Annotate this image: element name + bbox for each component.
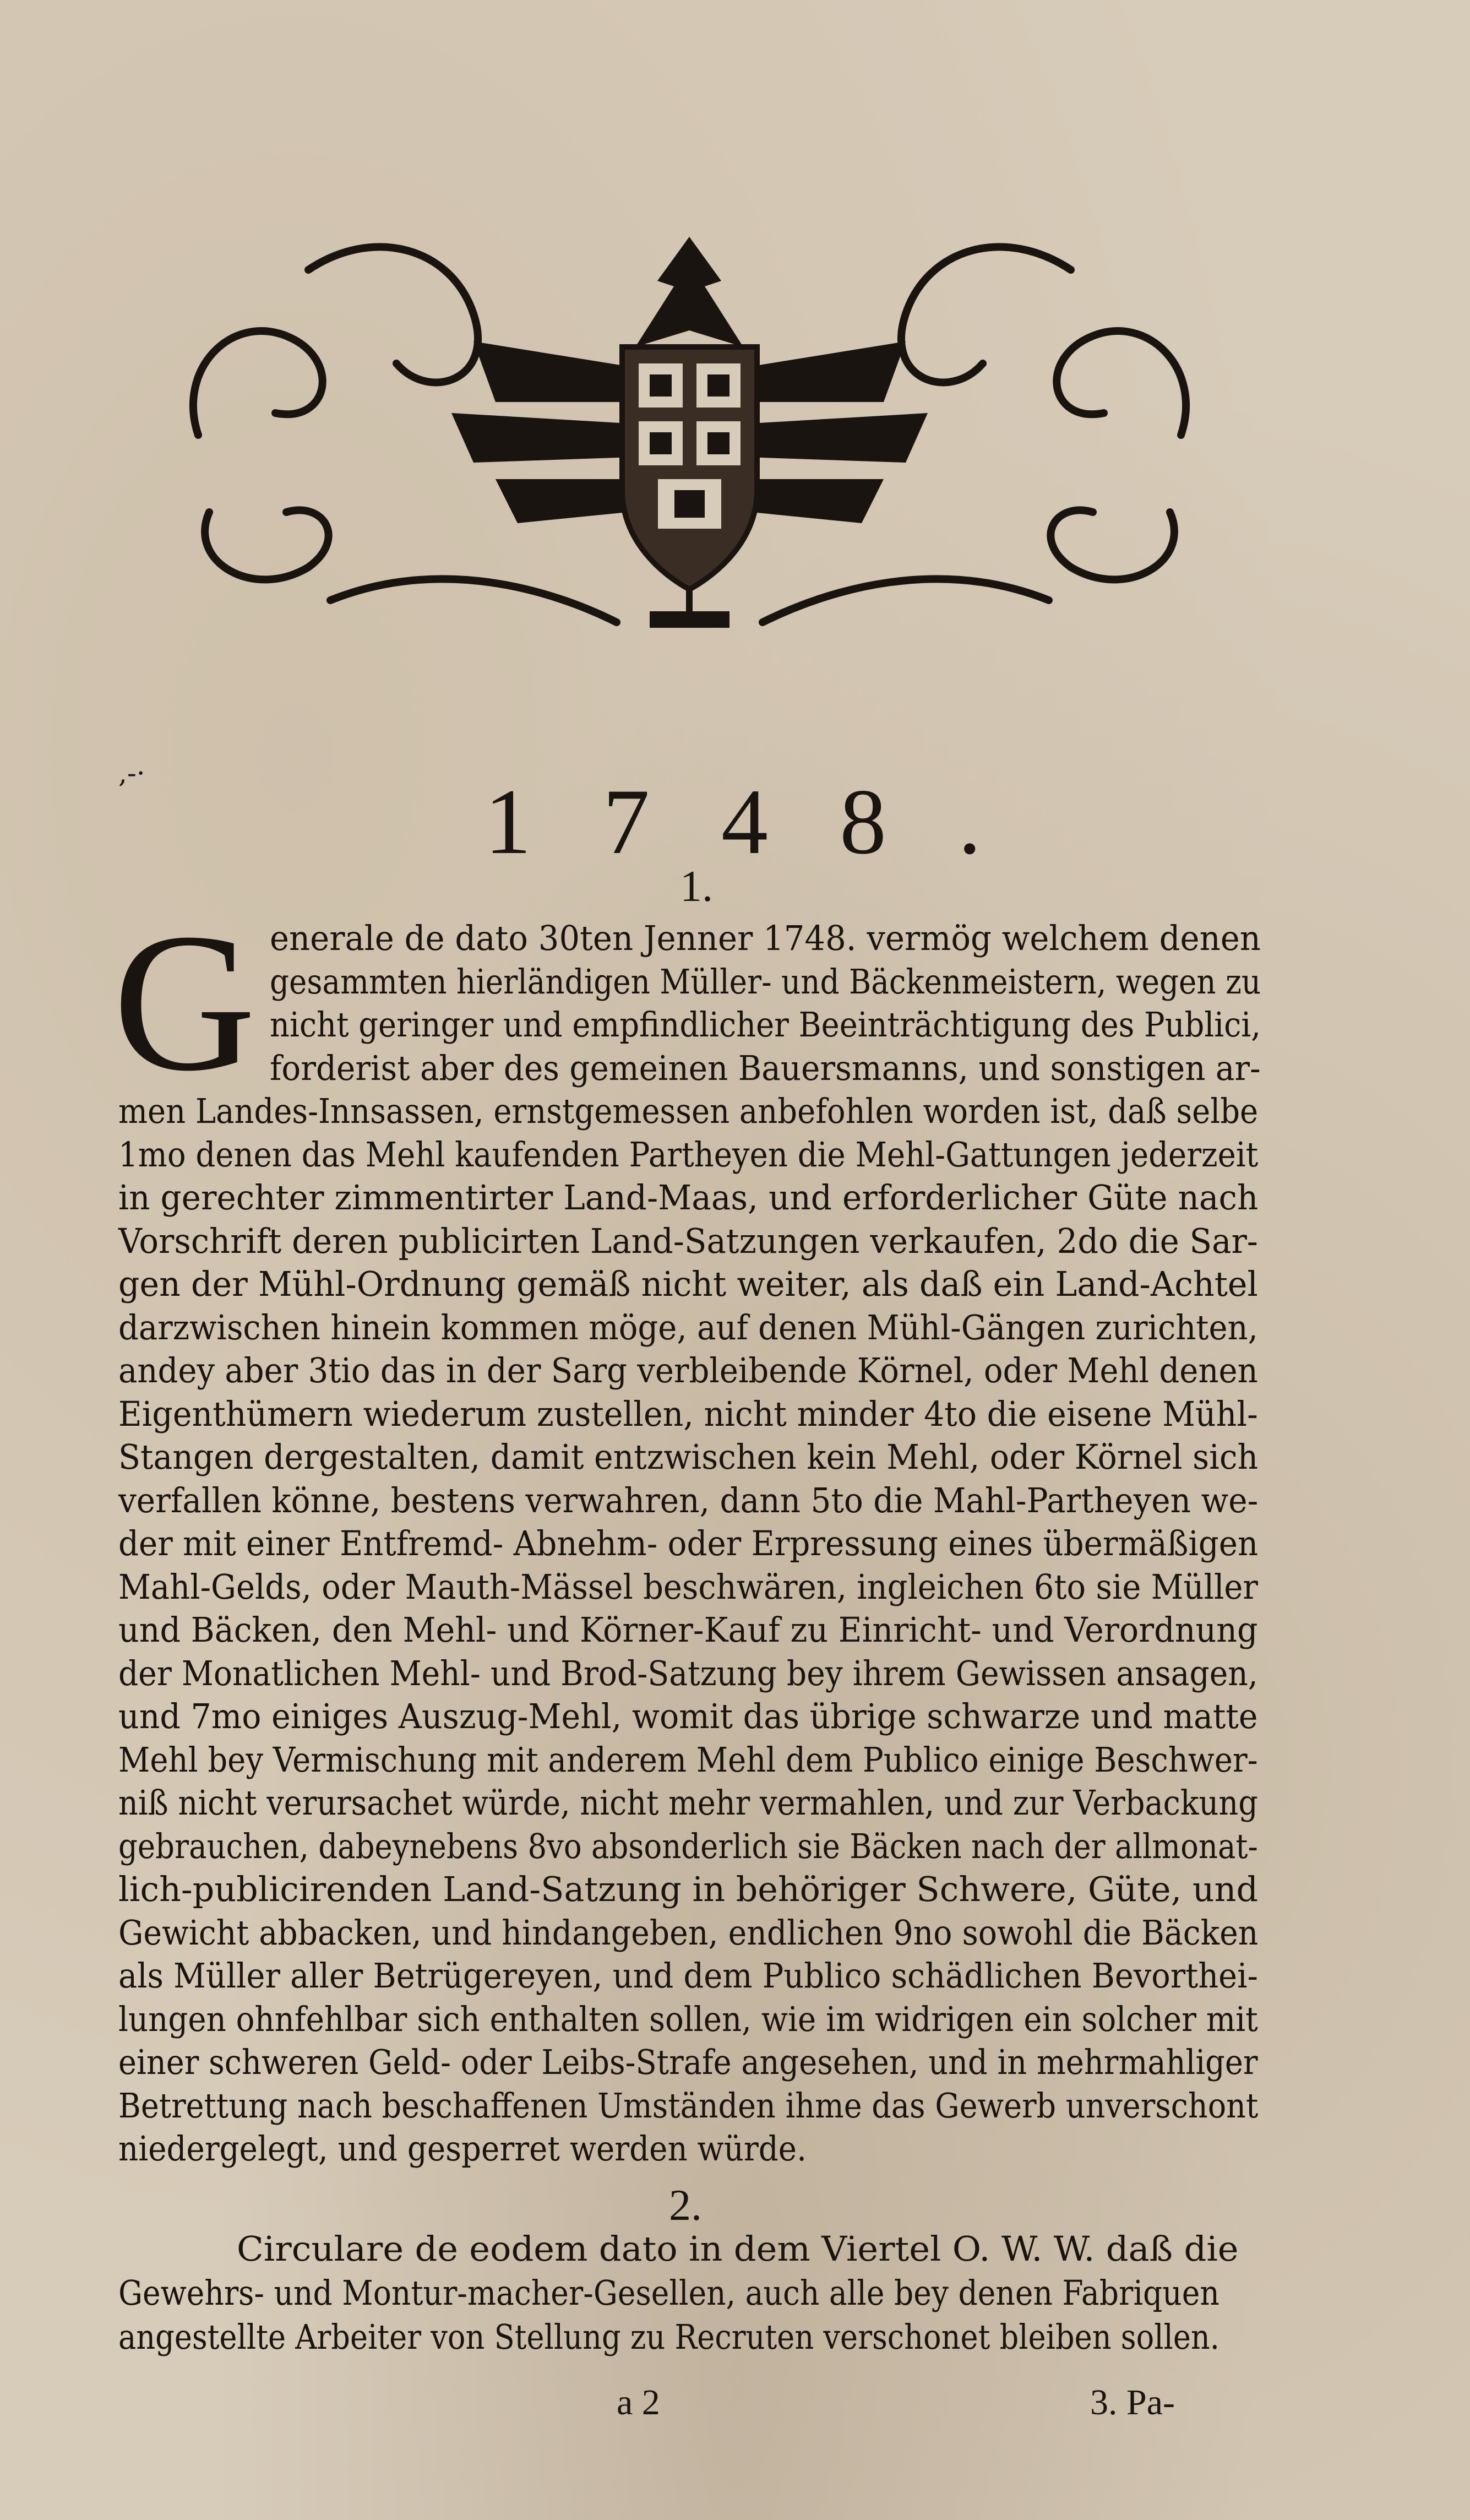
text-line: gebrauchen, dabeynebens 8vo absonderlich sie Bäcken nach der allmonat- xyxy=(118,1826,1258,1866)
text-line: niß nicht verursachet würde, nicht mehr vermahlen, und zur Verbackung xyxy=(118,1783,1258,1823)
text-line: lungen ohnfehlbar sich enthalten sollen, wie im widrigen ein solcher mit xyxy=(118,1998,1258,2039)
year-heading: 1748. xyxy=(484,770,1053,873)
catchword: 3. Pa- xyxy=(1090,2382,1175,2423)
text-line: und Bäcken, den Mehl- und Körner-Kauf zu Einricht- und Verordnung xyxy=(118,1610,1258,1650)
text-line: men Landes-Innsassen, ernstgemessen anbefohlen worden ist, daß selbe xyxy=(118,1091,1259,1131)
text-line: in gerechter zimmentirter Land-Maas, und erforderlicher Güte nach xyxy=(118,1177,1259,1218)
text-line: enerale de dato 30ten Jenner 1748. vermög welchem denen xyxy=(270,918,1261,958)
text-line: Mahl-Gelds, oder Mauth-Mässel beschwären, ingleichen 6to sie Müller xyxy=(118,1566,1258,1607)
text-line: gesammten hierländigen Müller- und Bäckenmeistern, wegen zu xyxy=(270,961,1261,1002)
text-line: 1mo denen das Mehl kaufenden Partheyen die Mehl-Gattungen jederzeit xyxy=(118,1134,1259,1175)
text-line: Circulare de eodem dato in dem Viertel O. W. W. daß die xyxy=(237,2229,1239,2269)
stray-mark: ,-· xyxy=(118,757,145,789)
text-line: andey aber 3tio das in der Sarg verbleibende Körnel, oder Mehl denen xyxy=(118,1350,1258,1391)
text-line: Gewicht abbacken, und hindangeben, endlichen 9no sowohl die Bäcken xyxy=(118,1912,1259,1953)
text-line: verfallen könne, bestens verwahren, dann 5to die Mahl-Partheyen we- xyxy=(118,1480,1259,1520)
section-2-number: 2. xyxy=(669,2181,702,2230)
text-line: nicht geringer und empfindlicher Beeinträchtigung des Publici, xyxy=(270,1004,1261,1045)
text-line: als Müller aller Betrügereyen, und dem Publico schädlichen Bevorthei- xyxy=(118,1956,1258,1996)
text-line: Stangen dergestalten, damit entzwischen kein Mehl, oder Körnel sich xyxy=(118,1437,1259,1477)
section-1-number: 1. xyxy=(680,862,713,911)
text-line: niedergelegt, und gesperret werden würde. xyxy=(118,2128,807,2169)
text-line: Vorschrift deren publicirten Land-Satzungen verkaufen, 2do die Sar- xyxy=(118,1220,1258,1261)
text-line: darzwischen hinein kommen möge, auf denen Mühl-Gängen zurichten, xyxy=(118,1307,1258,1348)
text-line: einer schweren Geld- oder Leibs-Strafe angesehen, und in mehrmahliger xyxy=(118,2042,1258,2082)
text-line: gen der Mühl-Ordnung gemäß nicht weiter, als daß ein Land-Achtel xyxy=(118,1264,1258,1304)
text-line: angestellte Arbeiter von Stellung zu Recruten verschonet bleiben sollen. xyxy=(118,2317,1220,2357)
text-line: der Monatlichen Mehl- und Brod-Satzung bey ihrem Gewissen ansagen, xyxy=(118,1653,1258,1693)
text-line: forderist aber des gemeinen Bauersmanns, und sonstigen ar- xyxy=(270,1047,1261,1088)
signature-mark: a 2 xyxy=(617,2382,660,2423)
coat-of-arms-ornament xyxy=(165,204,1214,633)
text-line: lich-publicirenden Land-Satzung in behöriger Schwere, Güte, und xyxy=(118,1869,1258,1909)
text-line: Betrettung nach beschaffenen Umständen ihme das Gewerb unverschont xyxy=(118,2085,1259,2126)
text-line: Mehl bey Vermischung mit anderem Mehl dem Publico einige Beschwer- xyxy=(118,1739,1258,1780)
text-line: Eigenthümern wiederum zustellen, nicht minder 4to die eisene Mühl- xyxy=(118,1393,1258,1434)
text-line: Gewehrs- und Montur-macher-Gesellen, auch alle bey denen Fabriquen xyxy=(118,2273,1219,2313)
text-line: und 7mo einiges Auszug-Mehl, womit das übrige schwarze und matte xyxy=(118,1696,1258,1736)
drop-cap-initial: G xyxy=(113,892,256,1112)
text-line: der mit einer Entfremd- Abnehm- oder Erpressung eines übermäßigen xyxy=(118,1523,1259,1563)
